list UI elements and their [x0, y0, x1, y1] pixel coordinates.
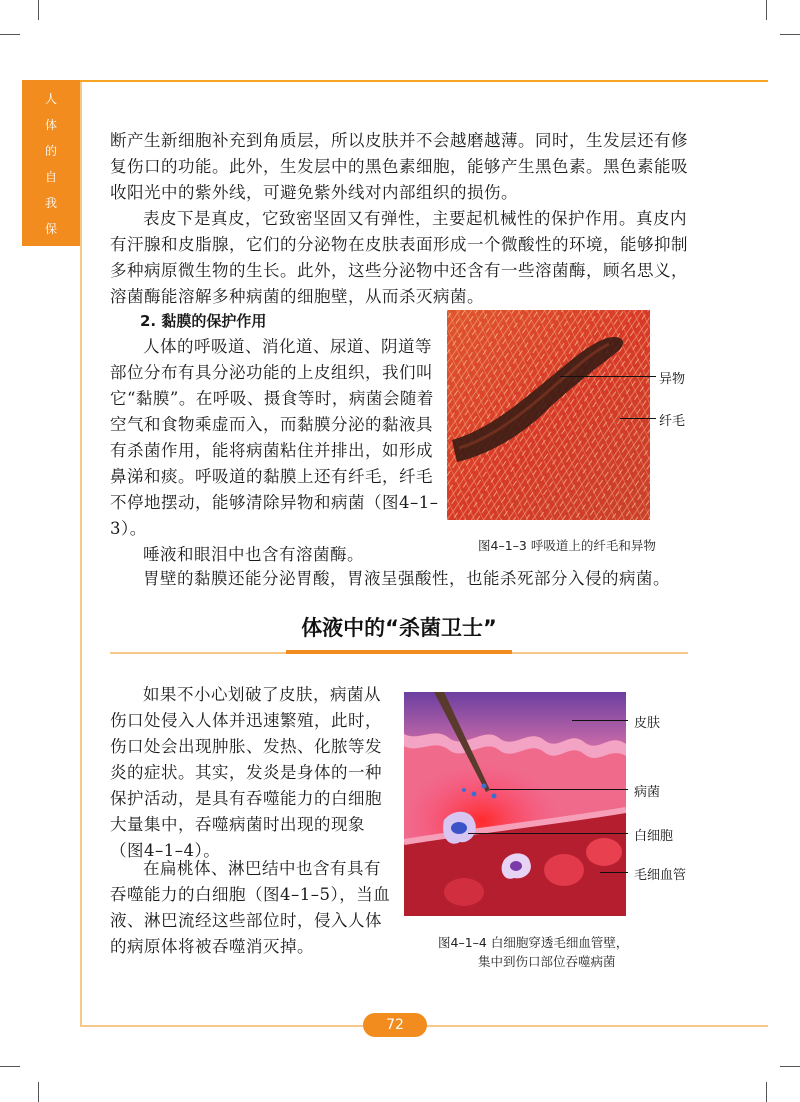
crop-mark — [0, 34, 20, 35]
figure-caption: 图4–1–4 白细胞穿透毛细血管壁， — [438, 935, 629, 950]
header-rule — [80, 80, 768, 82]
cilia-illustration — [447, 310, 650, 520]
leader-line — [490, 789, 628, 790]
section-title: 体液中的“杀菌卫士” — [301, 616, 497, 640]
crop-mark — [766, 1082, 767, 1102]
figure-caption: 集中到伤口部位吞噬病菌 — [478, 954, 616, 969]
crop-mark — [0, 1066, 20, 1067]
paragraph: 表皮下是真皮，它致密坚固又有弹性，主要起机械性的保护作用。真皮内有汗腺和皮脂腺，它们的分泌物在皮肤表面形成一个微酸性的环境，能够抑制多种病原微生物的生长。此外，这些分泌物中还含有一些溶菌酶，顾名思义，溶菌酶能溶解多种病菌的细胞壁，从而杀灭病菌。 — [110, 209, 688, 306]
side-tab-char: 自 — [44, 170, 57, 184]
label-cilia: 纤毛 — [659, 414, 686, 429]
leader-line — [620, 418, 656, 419]
section-rule-accent — [286, 650, 512, 654]
crop-mark — [780, 34, 800, 35]
side-tab-char: 体 — [44, 118, 57, 132]
leader-line — [572, 720, 628, 721]
footer-rule — [420, 1025, 768, 1027]
crop-mark — [780, 1066, 800, 1067]
wbc-capillary-image — [404, 692, 626, 916]
cilia-foreign-body-image — [447, 310, 650, 520]
paragraph: 人体的呼吸道、消化道、尿道、阴道等部位分布有具分泌功能的上皮组织，我们叫它“黏膜”。在呼吸、摄食等时，病菌会随着空气和食物乘虚而入，而黏膜分泌的黏液具有杀菌作用，能将病菌粘住并排出，如形成鼻涕和痰。呼吸道的黏膜上还有纤毛，纤毛不停地摆动，能够清除异物和病菌（图4–1–3）。 — [110, 337, 439, 538]
leader-line — [600, 872, 628, 873]
crop-mark — [766, 0, 767, 20]
footer-rule — [80, 1025, 380, 1027]
chapter-side-tab — [22, 80, 80, 262]
side-tab-char: 保 — [44, 222, 57, 236]
paragraph: 断产生新细胞补充到角质层，所以皮肤并不会越磨越薄。同时，生发层还有修复伤口的功能。此外，生发层中的黑色素细胞，能够产生黑色素。黑色素能吸收阳光中的紫外线，可避免紫外线对内部组织的损伤。 — [110, 131, 688, 202]
paragraph: 如果不小心划破了皮肤，病菌从伤口处侵入人体并迅速繁殖，此时，伤口处会出现肿胀、发热、化脓等发炎的症状。其实，发炎是身体的一种保护活动，是具有吞噬能力的白细胞大量集中，吞噬病菌时出现的现象（图4–1–4）。 — [110, 685, 382, 860]
side-tab-char: 护 — [44, 248, 57, 262]
subsection-heading: 2. 黏膜的保护作用 — [140, 312, 267, 330]
label-bacteria: 病菌 — [634, 785, 661, 800]
label-white-blood-cell: 白细胞 — [634, 829, 674, 844]
paragraph: 胃壁的黏膜还能分泌胃酸，胃液呈强酸性，也能杀死部分入侵的病菌。 — [143, 569, 670, 588]
side-tab-char: 我 — [44, 196, 57, 210]
left-margin-rule — [80, 82, 82, 1026]
crop-mark — [38, 0, 39, 20]
label-capillary: 毛细血管 — [634, 868, 687, 883]
figure-caption: 图4–1–3 呼吸道上的纤毛和异物 — [478, 538, 656, 553]
page-number: 72 — [363, 1013, 427, 1037]
paragraph: 唾液和眼泪中也含有溶菌酶。 — [143, 545, 364, 564]
label-skin: 皮肤 — [634, 716, 661, 731]
label-foreign-body: 异物 — [659, 372, 686, 387]
paragraph: 在扁桃体、淋巴结中也含有具有吞噬能力的白细胞（图4–1–5），当血液、淋巴流经这些部位时，侵入人体的病原体将被吞噬消灭掉。 — [110, 859, 391, 956]
wbc-illustration — [404, 692, 626, 916]
leader-line — [468, 833, 628, 834]
side-tab-char: 的 — [44, 144, 57, 158]
crop-mark — [38, 1082, 39, 1102]
side-tab-char: 人 — [44, 92, 57, 106]
leader-line — [560, 376, 656, 377]
